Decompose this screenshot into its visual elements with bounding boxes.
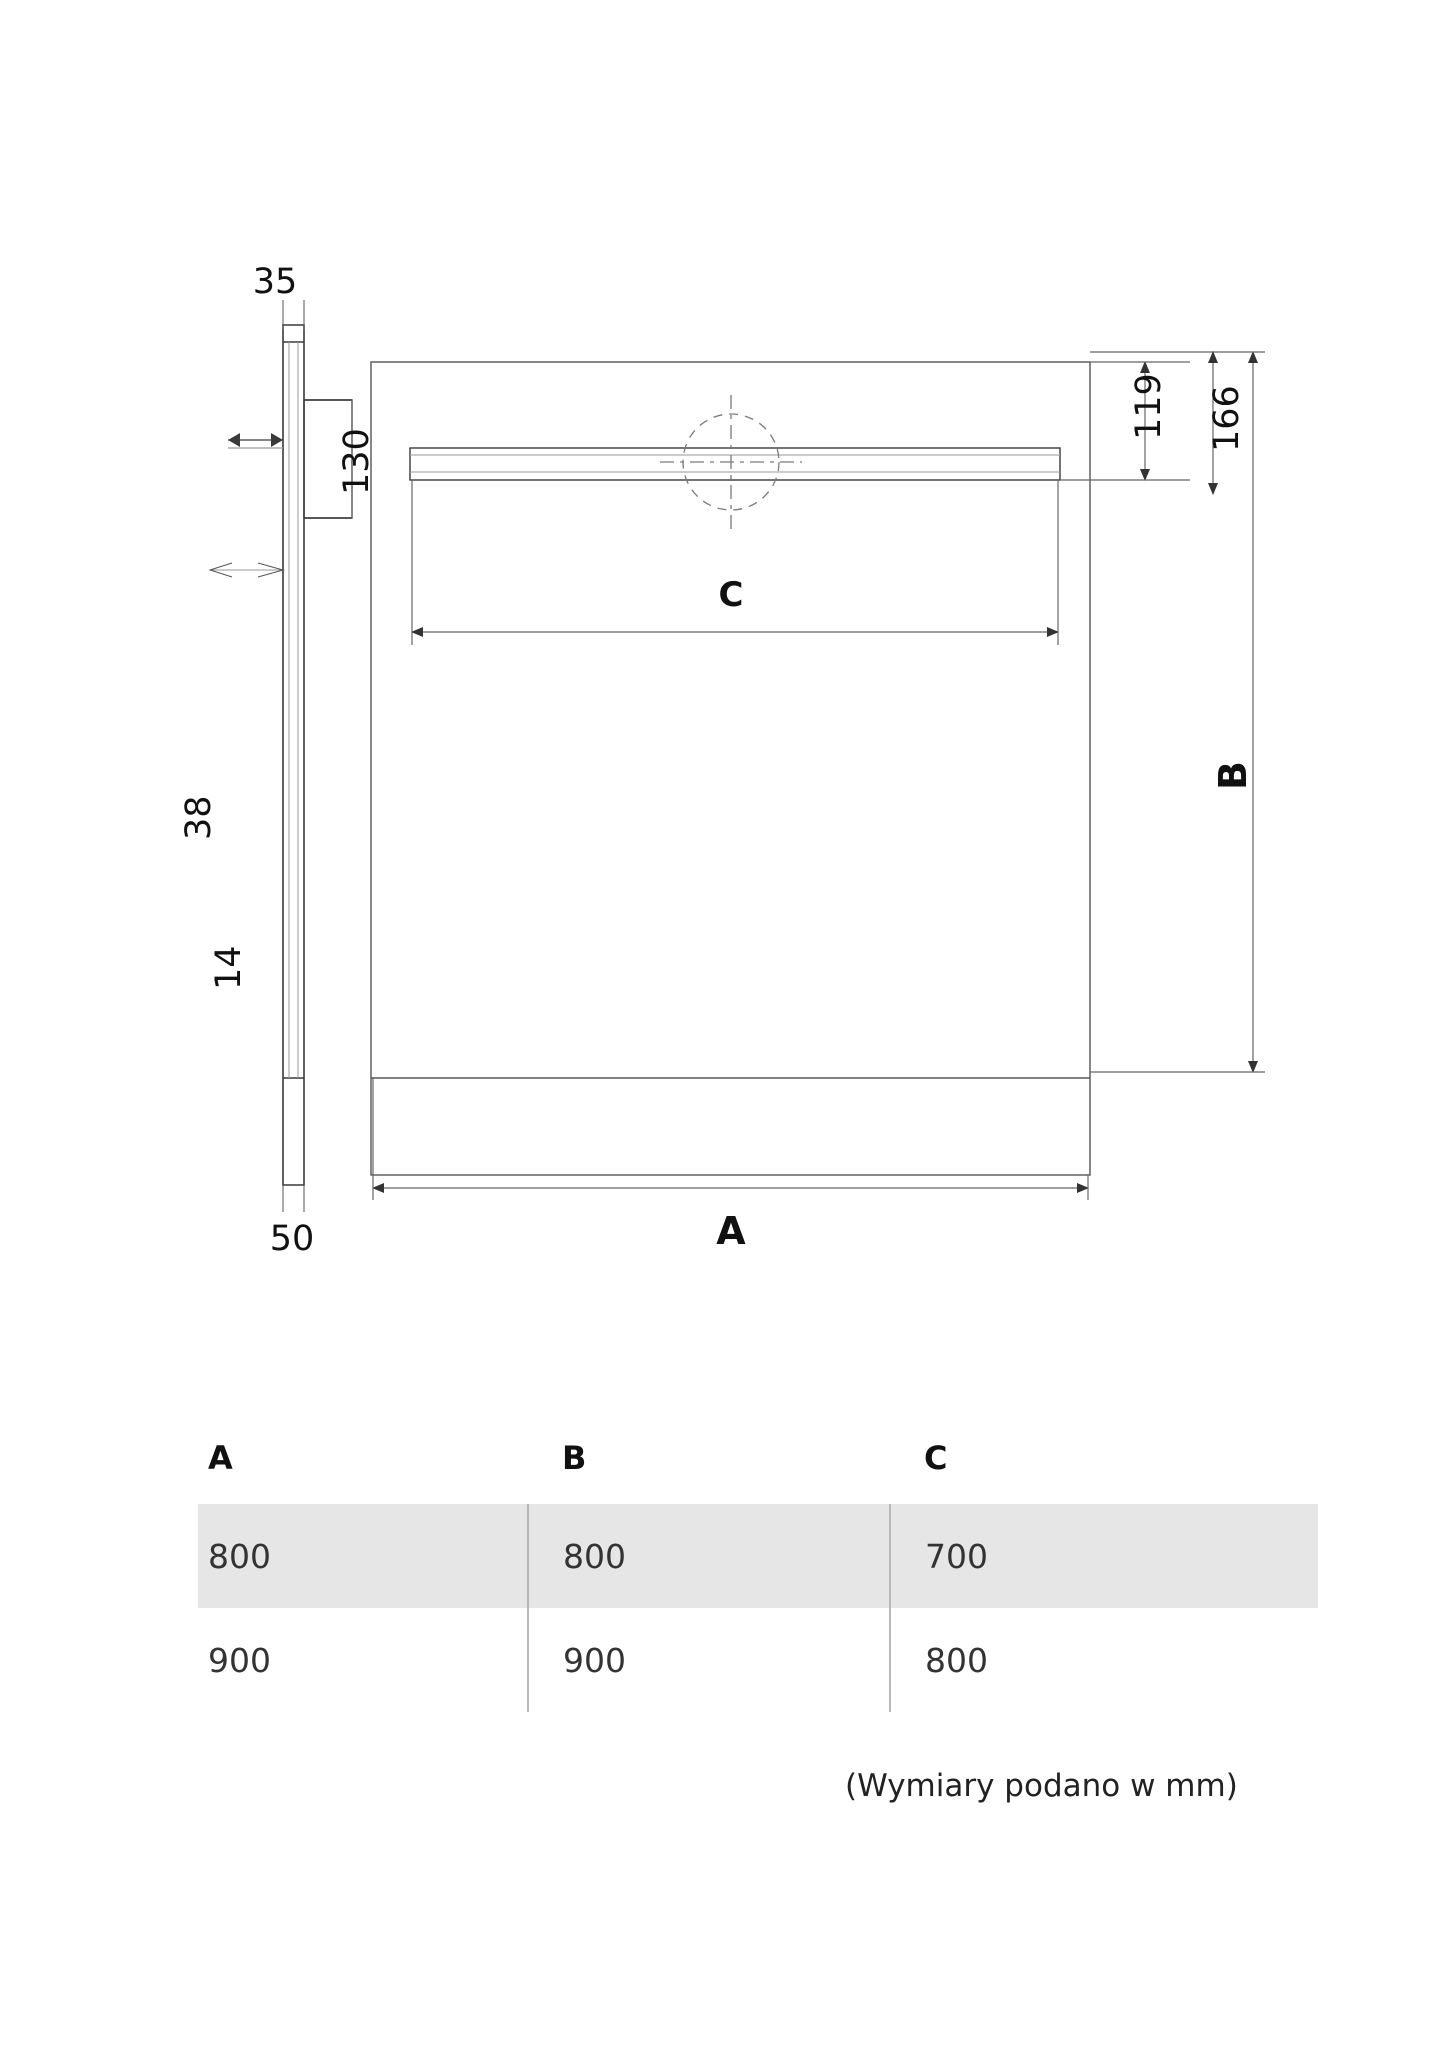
table-cell-c: 700 [890,1504,1318,1608]
dim-119-line [1060,362,1190,480]
vertical-post [283,325,304,1185]
dim-50 [283,1185,304,1212]
table-header-a: A [208,1439,233,1477]
dim-label-35: 35 [252,262,298,302]
dim-label-14: 14 [209,945,249,990]
tray-body [371,362,1090,1175]
table-header-b: B [562,1439,587,1477]
dim-b-line [1090,352,1265,1072]
table-cell-a: 900 [208,1640,271,1680]
dimensions-table [198,1412,1318,1712]
handle-circle [660,395,802,530]
table-cell-b: 800 [528,1504,890,1608]
spout-bar [410,448,1060,480]
table-cell-b: 900 [528,1608,890,1712]
table-row [198,1504,1318,1608]
dim-label-a: A [716,1209,746,1253]
table-header-row [198,1412,1318,1504]
dim-c-line [412,480,1058,645]
dim-label-50: 50 [269,1219,315,1259]
table-cell-a: 800 [198,1504,528,1608]
spout-stub [228,433,283,448]
table-cell-c: 800 [890,1608,1318,1712]
dimensions-table-wrap [198,1412,1318,1712]
table-header-c: C [924,1439,948,1477]
units-note: (Wymiary podano w mm) [845,1768,1238,1804]
dim-label-119: 119 [1129,373,1169,440]
dim-label-130: 130 [337,428,377,495]
dim-offsets [210,563,283,577]
dim-label-38: 38 [179,795,219,840]
dim-label-c: C [718,575,744,615]
table-row [198,1608,1318,1712]
dim-label-166: 166 [1207,385,1247,452]
dim-a-line [373,1078,1088,1200]
dim-label-b: B [1211,761,1255,790]
